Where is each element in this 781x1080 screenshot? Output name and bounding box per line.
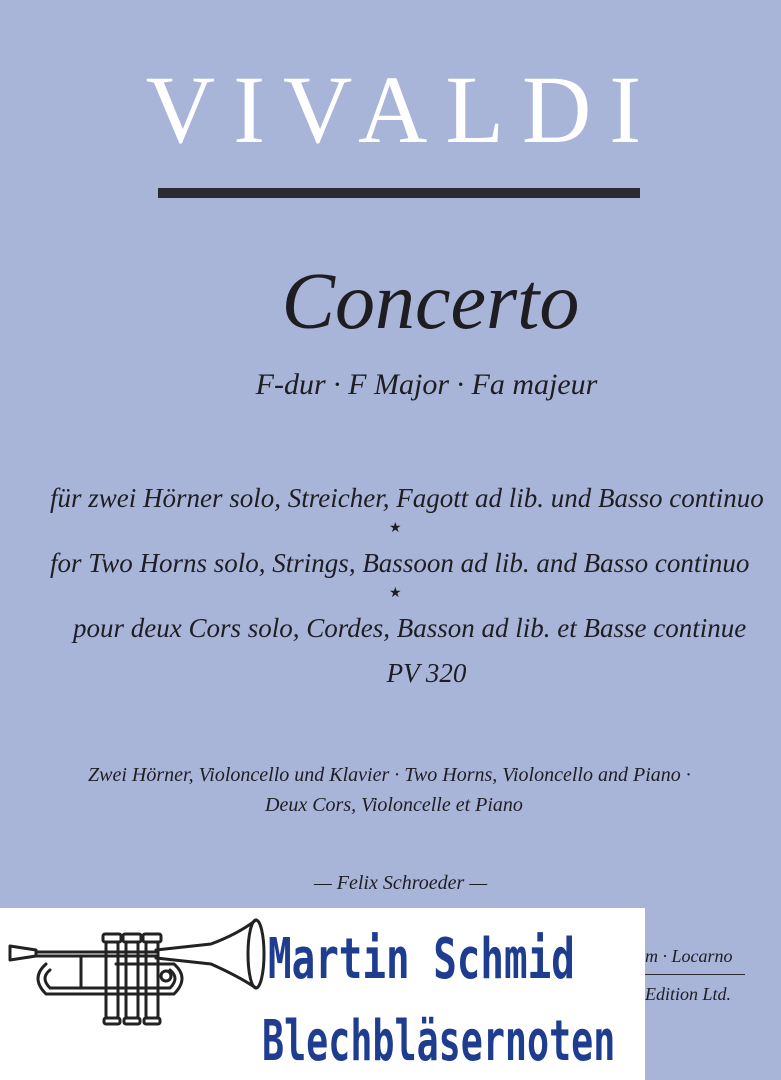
- publisher-city: m · Locarno: [645, 946, 733, 966]
- composer-name: VIVALDI: [145, 56, 660, 163]
- publisher-rule: [645, 974, 745, 975]
- arrangement-line-1: Zwei Hörner, Violoncello und Klavier · Two Horns, Violoncello and Piano ·: [88, 764, 691, 786]
- catalog-number: PV 320: [386, 658, 467, 688]
- arranger-credit: — Felix Schroeder —: [314, 872, 488, 894]
- instrumentation-german: für zwei Hörner solo, Streicher, Fagott ad lib. und Basso continuo: [50, 483, 764, 513]
- seller-watermark-banner: [0, 908, 645, 1080]
- title-rule: [158, 188, 640, 198]
- work-title: Concerto: [281, 258, 580, 346]
- seller-name-line-1: Martin Schmid: [268, 927, 575, 992]
- trumpet-icon: [6, 916, 268, 1056]
- instrumentation-french: pour deux Cors solo, Cordes, Basson ad lib. et Basse continue: [73, 613, 747, 643]
- separator-star: ★: [389, 521, 402, 536]
- key-signature: F-dur · F Major · Fa majeur: [255, 368, 598, 401]
- instrumentation-english: for Two Horns solo, Strings, Bassoon ad lib. and Basso continuo: [50, 548, 750, 578]
- publisher-name: Edition Ltd.: [645, 984, 732, 1004]
- separator-star: ★: [389, 586, 402, 601]
- seller-name-line-2: Blechbläsernoten: [262, 1009, 616, 1074]
- arrangement-line-2: Deux Cors, Violoncelle et Piano: [265, 794, 523, 816]
